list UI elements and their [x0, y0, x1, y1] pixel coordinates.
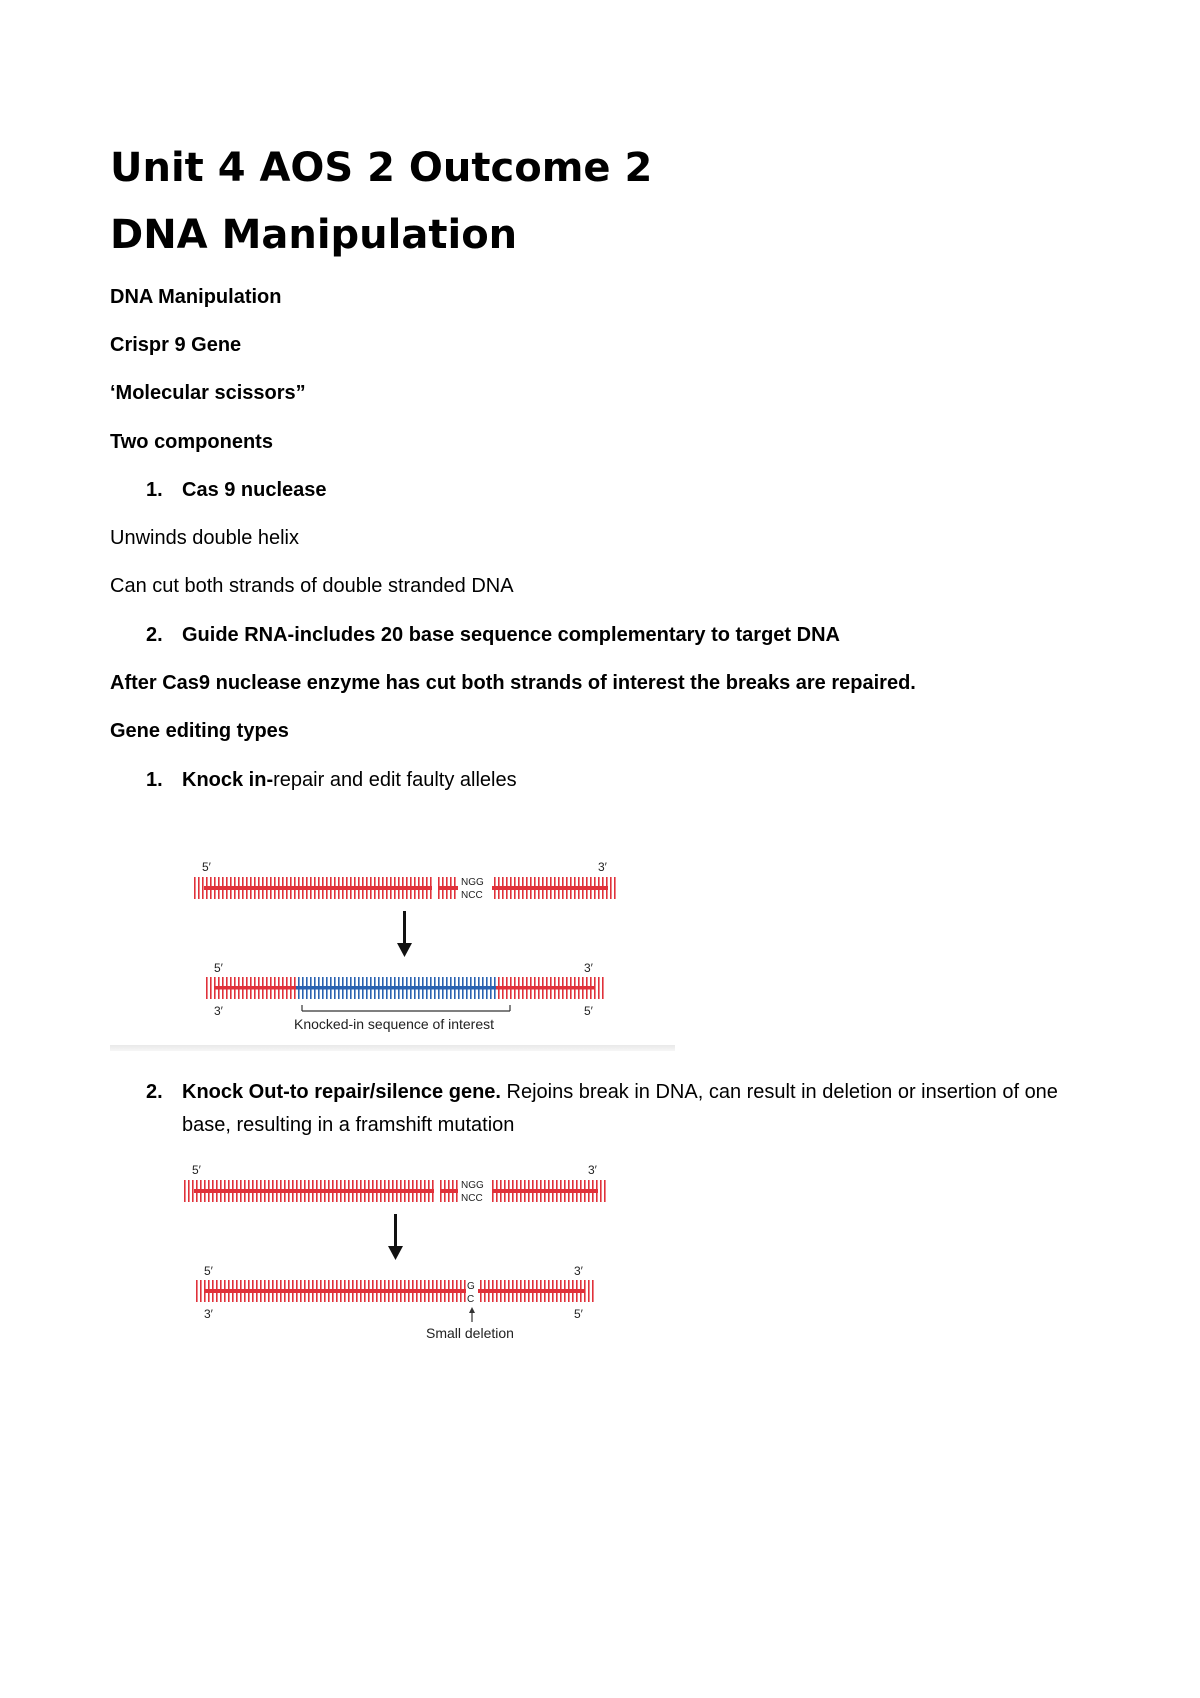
- knock-out-label: Knock Out-to repair/silence gene.: [182, 1081, 501, 1103]
- label-3prime: 3′: [588, 1163, 597, 1177]
- dna-duplex-cut: [184, 1179, 608, 1203]
- list-item-text: Cas 9 nuclease: [182, 479, 327, 501]
- text-after-cas9: After Cas9 nuclease enzyme has cut both strands of interest the breaks are repaired.: [110, 672, 916, 694]
- label-ncc: NCC: [461, 890, 483, 901]
- list-number: 1.: [146, 479, 163, 501]
- list-item-knock-out: [146, 1076, 1106, 1142]
- knock-out-diagram: [180, 1158, 620, 1343]
- heading-scissors: ‘Molecular scissors”: [110, 382, 306, 404]
- insert-bracket: [302, 1005, 510, 1011]
- heading-gene-editing: Gene editing types: [110, 720, 289, 742]
- label-5prime: 5′: [574, 1307, 583, 1321]
- knock-in-diagram: [190, 855, 630, 1045]
- label-5prime: 5′: [192, 1163, 201, 1177]
- list-item-knock-in: [146, 768, 517, 792]
- caption-knocked-in: Knocked-in sequence of interest: [294, 1016, 495, 1032]
- list-item-guide-rna: [146, 623, 840, 647]
- label-3prime: 3′: [598, 860, 607, 874]
- caption-small-deletion: Small deletion: [426, 1325, 514, 1341]
- dna-duplex-repaired: [194, 1279, 594, 1303]
- label-g: G: [467, 1281, 475, 1292]
- label-ncc: NCC: [461, 1193, 483, 1204]
- list-number: 1.: [146, 769, 163, 791]
- knock-in-description: repair and edit faulty alleles: [273, 769, 517, 791]
- arrow-down-icon: [397, 911, 412, 957]
- list-item-cas9: [146, 478, 327, 502]
- label-3prime: 3′: [204, 1307, 213, 1321]
- text-can-cut: Can cut both strands of double stranded DNA: [110, 575, 514, 597]
- heading-crispr: Crispr 9 Gene: [110, 334, 242, 356]
- label-5prime: 5′: [202, 860, 211, 874]
- arrow-up-icon: [469, 1307, 475, 1322]
- label-5prime: 5′: [204, 1264, 213, 1278]
- dna-duplex-cut: [194, 876, 618, 900]
- heading-dna-manipulation: DNA Manipulation: [110, 286, 282, 308]
- label-c: C: [467, 1294, 475, 1305]
- arrow-down-icon: [388, 1214, 403, 1260]
- document-subtitle: DNA Manipulation: [110, 212, 518, 258]
- document-title: Unit 4 AOS 2 Outcome 2: [110, 145, 653, 191]
- list-number: 2.: [146, 1081, 163, 1103]
- label-5prime: 5′: [214, 961, 223, 975]
- label-3prime: 3′: [574, 1264, 583, 1278]
- knock-out-description: Rejoins break in DNA, can result in deletion or insertion of one base, resulting in a framshift mutation: [182, 1081, 1058, 1136]
- text-unwinds: Unwinds double helix: [110, 527, 300, 549]
- label-5prime: 5′: [584, 1004, 593, 1018]
- label-3prime: 3′: [584, 961, 593, 975]
- label-3prime: 3′: [214, 1004, 223, 1018]
- knock-in-label: Knock in-: [182, 769, 274, 791]
- list-number: 2.: [146, 624, 163, 646]
- heading-two-components: Two components: [110, 431, 273, 453]
- label-ngg: NGG: [461, 877, 484, 888]
- figure-divider: [110, 1045, 675, 1051]
- label-ngg: NGG: [461, 1180, 484, 1191]
- list-item-text: Guide RNA-includes 20 base sequence complementary to target DNA: [182, 624, 840, 646]
- dna-duplex-knocked-in: [204, 977, 604, 999]
